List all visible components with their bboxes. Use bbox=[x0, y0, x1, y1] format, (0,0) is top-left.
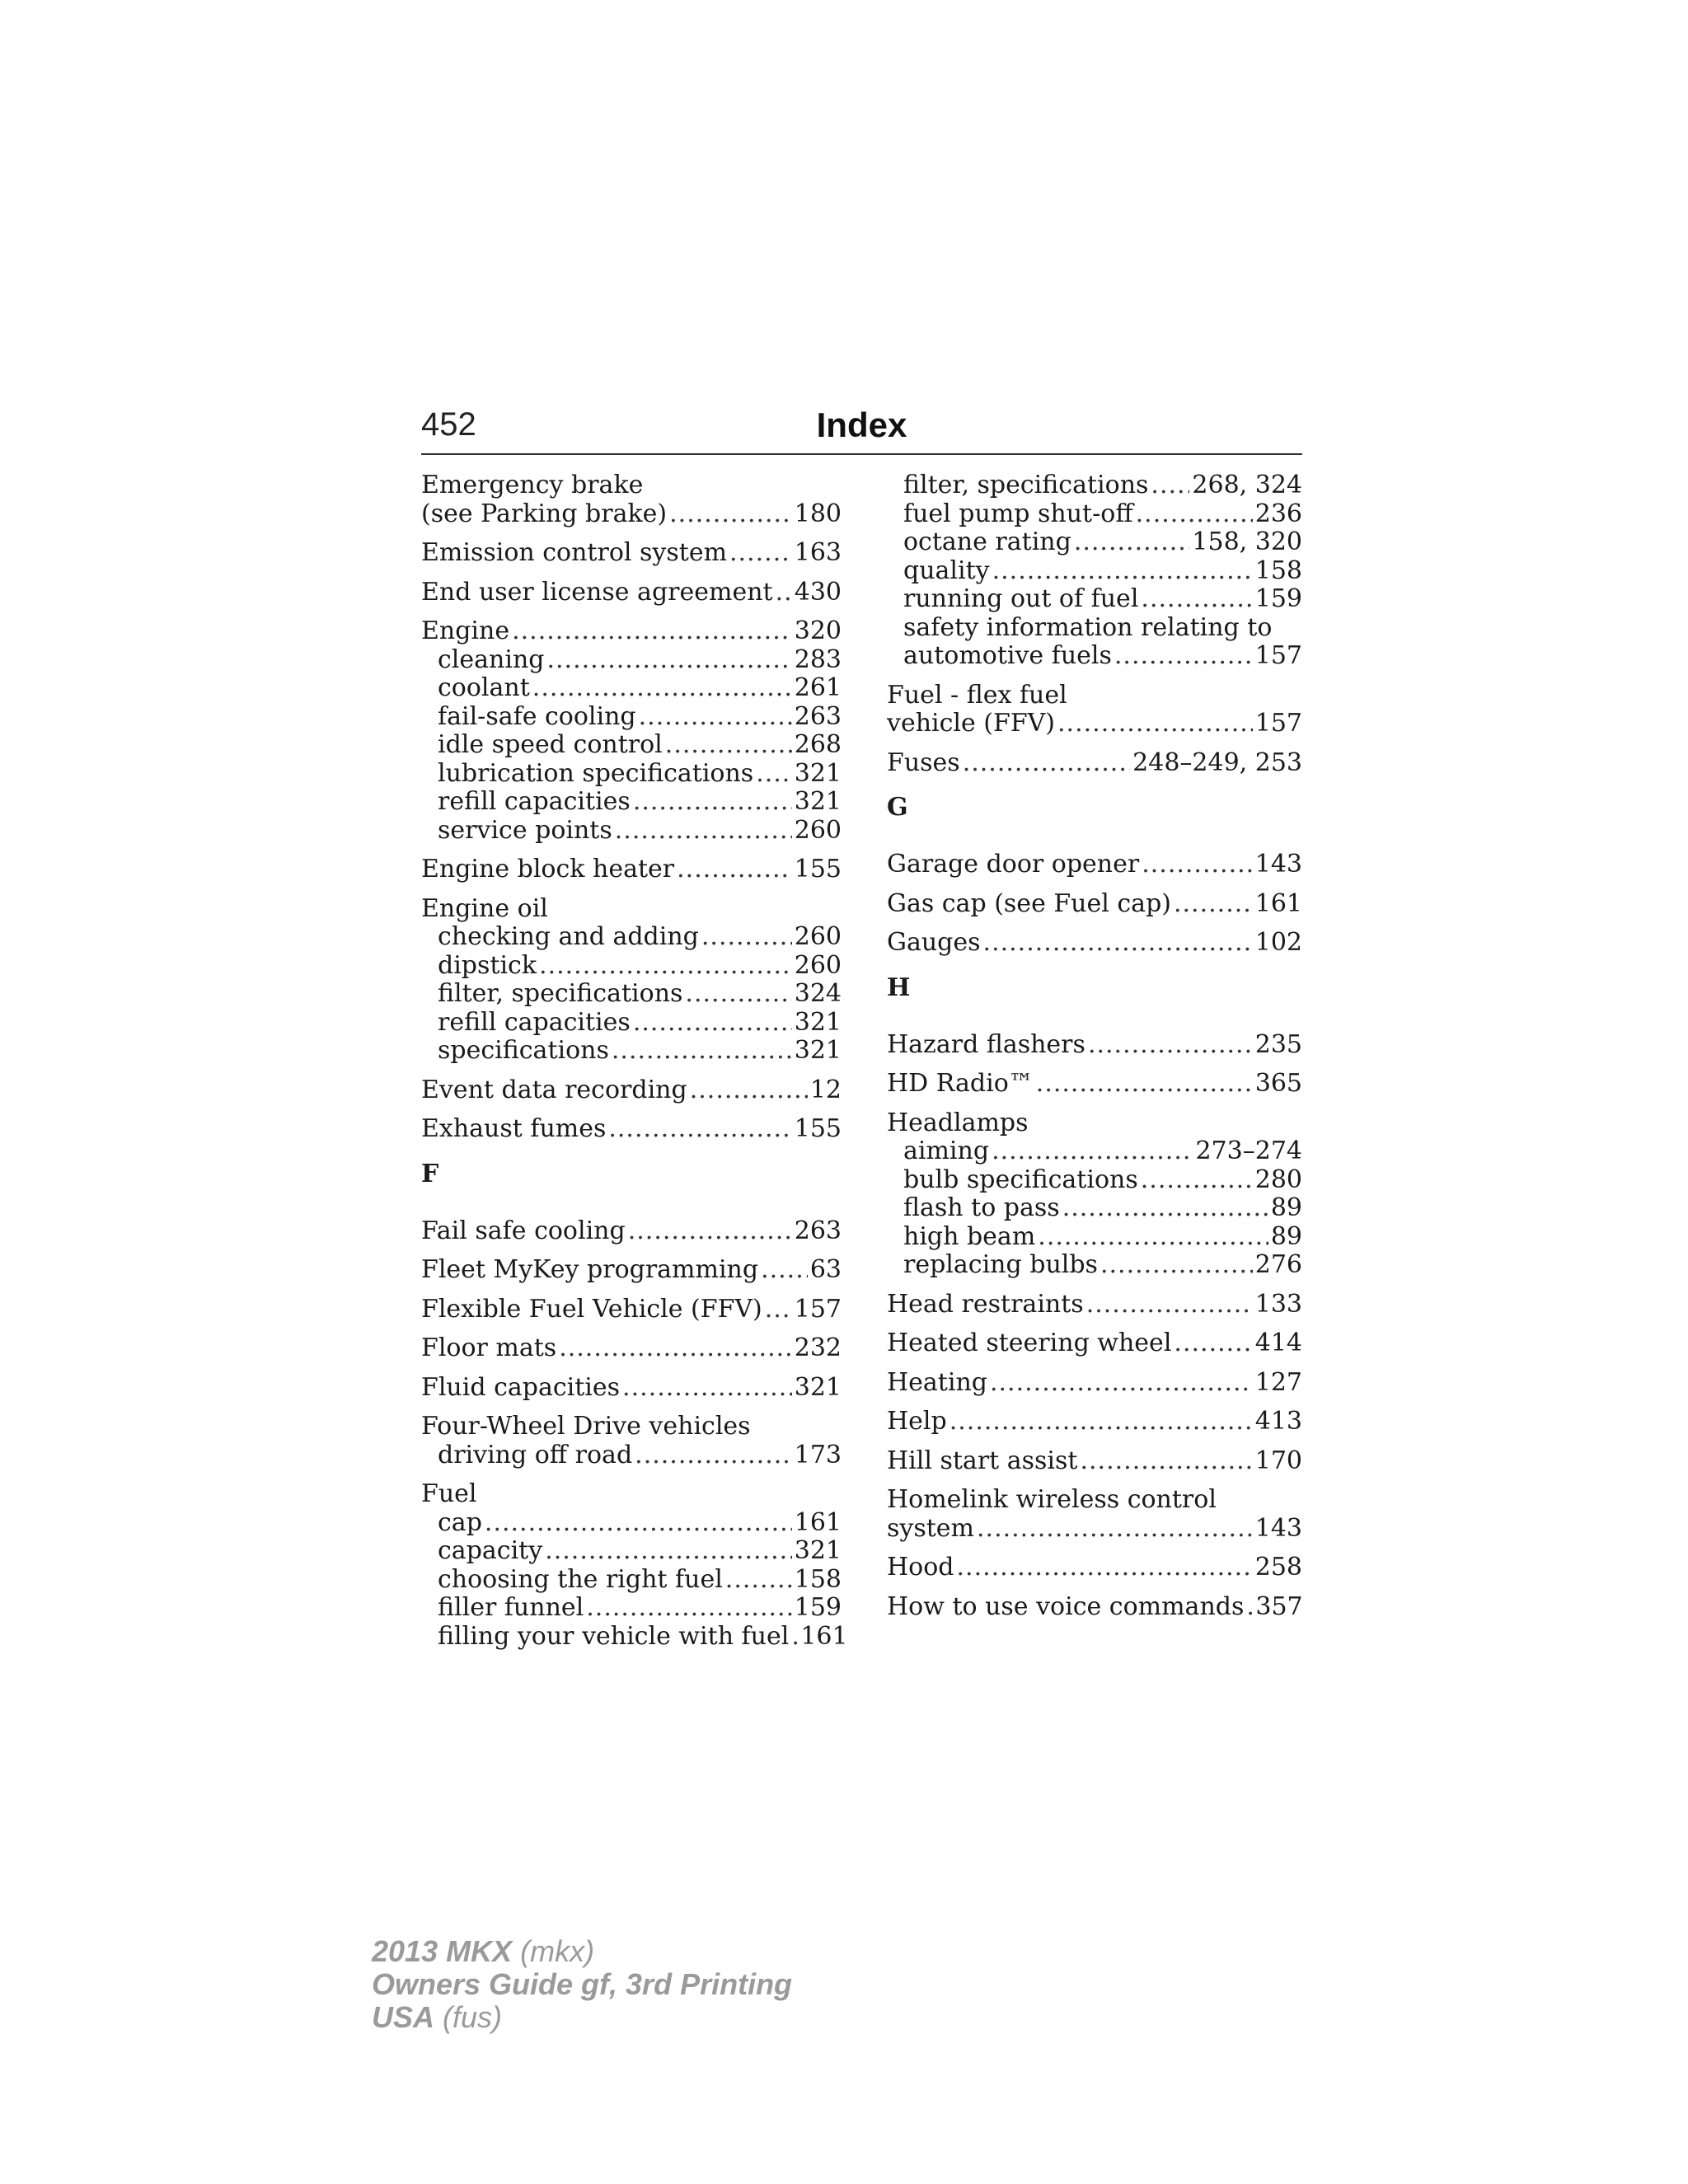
page-reference: 170 bbox=[1254, 1446, 1302, 1475]
dot-leader bbox=[957, 1554, 1253, 1582]
page-reference: 157 bbox=[794, 1294, 842, 1324]
dot-leader bbox=[950, 1408, 1253, 1436]
index-term-text: Gas cap (see Fuel cap) bbox=[887, 888, 1171, 918]
page-reference: 260 bbox=[794, 815, 842, 845]
dot-leader bbox=[633, 788, 792, 817]
index-term bbox=[421, 471, 842, 500]
index-term-text: filler funnel bbox=[438, 1593, 584, 1622]
index-subentry bbox=[421, 1441, 842, 1470]
index-entry bbox=[887, 890, 1302, 919]
index-entry bbox=[421, 579, 842, 607]
dot-leader bbox=[608, 1115, 791, 1144]
index-term bbox=[887, 1329, 1302, 1358]
index-term-text: system bbox=[887, 1513, 974, 1543]
page-reference: 261 bbox=[794, 673, 842, 702]
index-term bbox=[887, 749, 1302, 778]
index-letter-heading: F bbox=[421, 1159, 439, 1188]
dot-leader bbox=[756, 760, 792, 789]
index-term bbox=[421, 1374, 842, 1403]
dot-leader bbox=[628, 1217, 792, 1246]
index-term bbox=[887, 1291, 1302, 1319]
index-subentry bbox=[887, 500, 1302, 529]
index-term-text: Head restraints bbox=[887, 1289, 1084, 1319]
page-reference: 232 bbox=[794, 1333, 842, 1362]
index-term bbox=[421, 1413, 842, 1441]
dot-leader bbox=[546, 646, 791, 675]
index-subentry bbox=[887, 557, 1302, 586]
dot-leader bbox=[485, 1509, 792, 1538]
index-subentry bbox=[421, 703, 842, 732]
page-reference: 89 bbox=[1270, 1193, 1302, 1222]
page-number: 452 bbox=[421, 406, 476, 443]
index-term-text: Fuel - flex fuel bbox=[887, 680, 1067, 710]
index-subentry bbox=[421, 1594, 842, 1623]
index-subentry bbox=[421, 731, 842, 760]
page-reference: 321 bbox=[794, 787, 842, 816]
page-reference: 248–249, 253 bbox=[1132, 748, 1302, 777]
index-term-text: Emergency brake bbox=[421, 471, 644, 499]
index-entry bbox=[421, 1296, 842, 1324]
index-term-text: Engine oil bbox=[421, 893, 548, 923]
dot-leader bbox=[633, 1009, 792, 1038]
index-subentry bbox=[421, 1621, 848, 1652]
dot-leader bbox=[1057, 710, 1253, 738]
index-term-text: coolant bbox=[438, 673, 530, 702]
index-term-text: Heated steering wheel bbox=[887, 1329, 1172, 1357]
dot-leader bbox=[1114, 642, 1253, 671]
index-term-text: Four-Wheel Drive vehicles bbox=[421, 1412, 751, 1441]
index-subentry bbox=[421, 1009, 842, 1038]
index-term bbox=[887, 1109, 1302, 1138]
dot-leader bbox=[1246, 1593, 1253, 1622]
index-subentry bbox=[421, 1037, 842, 1066]
index-term-text: flash to pass bbox=[903, 1193, 1060, 1222]
dot-leader bbox=[1141, 1166, 1253, 1195]
dot-leader bbox=[761, 1256, 808, 1285]
page-reference: 260 bbox=[794, 922, 842, 951]
index-term-text: quality bbox=[903, 555, 990, 585]
index-term-text: Fail safe cooling bbox=[421, 1216, 626, 1245]
page-reference: 268 bbox=[794, 730, 842, 759]
page-reference: 173 bbox=[794, 1440, 842, 1469]
index-term-text: Hazard flashers bbox=[887, 1029, 1085, 1059]
page-reference: 413 bbox=[1254, 1407, 1302, 1436]
footer-line-1 bbox=[372, 1935, 792, 1968]
index-entry bbox=[421, 1076, 842, 1105]
index-term bbox=[887, 851, 1302, 879]
page-reference: 158 bbox=[794, 1564, 842, 1594]
dot-leader bbox=[1086, 1291, 1253, 1319]
index-entry bbox=[421, 539, 842, 568]
page-reference: 157 bbox=[1254, 709, 1302, 738]
index-entry bbox=[421, 855, 842, 884]
footer-model-code: (mkx) bbox=[520, 1934, 595, 1968]
footer-region: USA bbox=[372, 2000, 435, 2034]
dot-leader bbox=[669, 500, 792, 529]
footer-model: 2013 MKX bbox=[372, 1934, 513, 1968]
index-term-text: How to use voice commands bbox=[887, 1591, 1245, 1621]
index-subentry bbox=[421, 1537, 842, 1566]
index-term-text: Fuses bbox=[887, 748, 960, 777]
dot-leader bbox=[615, 817, 792, 846]
index-entry bbox=[421, 617, 842, 845]
index-entry bbox=[887, 749, 1302, 778]
footer-line-3 bbox=[372, 2001, 792, 2034]
dot-leader bbox=[1174, 1329, 1252, 1358]
index-subentry bbox=[887, 1137, 1302, 1166]
dot-leader bbox=[665, 731, 792, 760]
page-reference: 365 bbox=[1254, 1069, 1302, 1098]
dot-leader bbox=[725, 1566, 792, 1595]
dot-leader bbox=[635, 1441, 792, 1470]
index-entry bbox=[887, 851, 1302, 879]
dot-leader bbox=[532, 674, 792, 703]
index-term bbox=[887, 1593, 1302, 1622]
index-subentry bbox=[421, 980, 842, 1009]
index-subentry bbox=[887, 1223, 1302, 1252]
index-term-text: driving off road bbox=[438, 1440, 633, 1469]
dot-leader bbox=[1062, 1194, 1268, 1223]
page-reference: 143 bbox=[1254, 1513, 1302, 1543]
index-term bbox=[421, 1256, 842, 1285]
index-entry bbox=[421, 1256, 842, 1285]
index-term-text: safety information relating to bbox=[903, 612, 1273, 642]
index-entry bbox=[421, 1115, 842, 1144]
index-entry bbox=[421, 471, 842, 528]
index-term bbox=[421, 539, 842, 568]
page-reference: 357 bbox=[1255, 1591, 1303, 1621]
index-term-text: Heating bbox=[887, 1367, 987, 1397]
dot-leader bbox=[545, 1537, 792, 1566]
dot-leader bbox=[1151, 471, 1189, 500]
index-term bbox=[887, 1554, 1302, 1582]
index-term-text: running out of fuel bbox=[903, 584, 1139, 613]
dot-leader bbox=[677, 855, 792, 884]
page-reference: 414 bbox=[1254, 1329, 1302, 1357]
page-reference: 321 bbox=[794, 1007, 842, 1037]
page-reference: 321 bbox=[794, 1536, 842, 1565]
page-reference: 321 bbox=[794, 758, 842, 788]
page-reference: 102 bbox=[1254, 928, 1302, 957]
index-term bbox=[887, 1369, 1302, 1398]
index-term-text: vehicle (FFV) bbox=[887, 709, 1056, 738]
index-term-text: fail-safe cooling bbox=[438, 701, 636, 731]
page-reference: 236 bbox=[1254, 499, 1302, 528]
dot-leader bbox=[776, 579, 792, 607]
index-term-text: Flexible Fuel Vehicle (FFV) bbox=[421, 1294, 762, 1324]
index-term-text: Hill start assist bbox=[887, 1446, 1078, 1475]
index-term-text: Exhaust fumes bbox=[421, 1114, 607, 1143]
index-subentry bbox=[421, 788, 842, 817]
footer-region-code: (fus) bbox=[443, 2000, 503, 2034]
index-subentry bbox=[421, 1566, 842, 1595]
index-term bbox=[887, 1515, 1302, 1544]
page-reference: 161 bbox=[1254, 888, 1302, 918]
index-term-text: filter, specifications bbox=[438, 979, 683, 1008]
index-subentry bbox=[887, 1251, 1302, 1280]
dot-leader bbox=[992, 557, 1253, 586]
page-reference: 143 bbox=[1254, 850, 1302, 879]
index-entry bbox=[887, 1369, 1302, 1398]
index-entry bbox=[887, 929, 1302, 958]
index-term bbox=[887, 890, 1302, 919]
index-entry bbox=[421, 1413, 842, 1469]
index-term bbox=[421, 1115, 842, 1144]
page-reference: 163 bbox=[794, 538, 842, 567]
index-term-text: Help bbox=[887, 1407, 947, 1436]
index-term-text: Hood bbox=[887, 1553, 954, 1582]
index-term-text: idle speed control bbox=[438, 730, 663, 759]
dot-leader bbox=[1038, 1223, 1268, 1252]
index-entry bbox=[421, 1374, 842, 1403]
index-entry bbox=[421, 1334, 842, 1363]
index-entry bbox=[887, 1593, 1302, 1622]
index-entry bbox=[887, 471, 1302, 671]
index-term bbox=[421, 579, 842, 607]
page-reference: 155 bbox=[794, 855, 842, 883]
index-term-text: End user license agreement bbox=[421, 577, 773, 607]
dot-leader bbox=[1174, 890, 1253, 919]
page-reference: 280 bbox=[1254, 1165, 1302, 1194]
index-subentry bbox=[421, 760, 842, 789]
index-subentry bbox=[421, 674, 842, 703]
footer bbox=[372, 1935, 792, 2034]
index-term-text: (see Parking brake) bbox=[421, 499, 668, 528]
dot-leader bbox=[612, 1037, 792, 1066]
dot-leader bbox=[983, 929, 1253, 958]
index-term-text: Garage door opener bbox=[887, 850, 1140, 879]
dot-leader bbox=[690, 1076, 808, 1105]
dot-leader bbox=[512, 617, 792, 646]
index-term-text: cap bbox=[438, 1507, 482, 1537]
page-header bbox=[421, 402, 1302, 455]
dot-leader bbox=[539, 952, 792, 981]
index-term-text: dipstick bbox=[438, 950, 537, 980]
dot-leader bbox=[1142, 851, 1253, 879]
dot-leader bbox=[1141, 585, 1252, 614]
index-entry bbox=[887, 1109, 1302, 1280]
dot-leader bbox=[559, 1334, 792, 1363]
index-entry bbox=[887, 1329, 1302, 1358]
index-term-text: replacing bulbs bbox=[903, 1250, 1098, 1279]
page-reference: 133 bbox=[1254, 1289, 1302, 1319]
index-term bbox=[421, 1296, 842, 1324]
dot-leader bbox=[701, 923, 792, 952]
index-term-text: Homelink wireless control bbox=[887, 1485, 1217, 1514]
index-term-text: filter, specifications bbox=[903, 471, 1149, 499]
dot-leader bbox=[990, 1369, 1253, 1398]
page-reference: 158 bbox=[1254, 555, 1302, 585]
index-term-text: choosing the right fuel bbox=[438, 1564, 723, 1594]
index-entry bbox=[887, 682, 1302, 738]
index-entry bbox=[887, 1554, 1302, 1582]
index-term-text: Event data recording bbox=[421, 1075, 687, 1104]
footer-line-2 bbox=[372, 1968, 792, 2001]
footer-guide: Owners Guide gf, 3rd Printing bbox=[372, 1967, 793, 2001]
index-column-left bbox=[421, 471, 848, 1661]
index-term-text: Fleet MyKey programming bbox=[421, 1255, 759, 1284]
index-subentry bbox=[421, 646, 842, 675]
index-entry bbox=[887, 1291, 1302, 1319]
index-term-text: bulb specifications bbox=[903, 1165, 1138, 1194]
index-column-right bbox=[887, 471, 1302, 1632]
page-reference: 180 bbox=[794, 499, 842, 528]
index-term-text: Headlamps bbox=[887, 1108, 1029, 1137]
dot-leader bbox=[1136, 500, 1253, 529]
index-subentry bbox=[887, 585, 1302, 614]
index-term-text: Engine block heater bbox=[421, 855, 675, 883]
index-term bbox=[887, 1486, 1302, 1515]
page-reference: 283 bbox=[794, 644, 842, 674]
index-term-text: high beam bbox=[903, 1221, 1036, 1251]
dot-leader bbox=[1080, 1447, 1252, 1476]
index-subentry bbox=[887, 528, 1302, 557]
index-term bbox=[887, 929, 1302, 958]
index-subentry bbox=[887, 1166, 1302, 1195]
index-term-text: checking and adding bbox=[438, 922, 699, 951]
page-reference: 158, 320 bbox=[1192, 527, 1302, 556]
index-subentry bbox=[887, 614, 1302, 643]
index-term-text: Fluid capacities bbox=[421, 1372, 621, 1402]
dot-leader bbox=[1036, 1070, 1253, 1099]
index-term bbox=[421, 617, 842, 646]
dot-leader bbox=[586, 1594, 791, 1623]
index-term-text: automotive fuels bbox=[903, 641, 1112, 670]
dot-leader bbox=[1088, 1031, 1253, 1060]
index-subentry bbox=[887, 471, 1302, 500]
page-reference: 263 bbox=[794, 1216, 842, 1245]
index-term bbox=[421, 855, 842, 884]
index-entry bbox=[887, 1447, 1302, 1476]
page-reference: 159 bbox=[794, 1593, 842, 1622]
page-reference: 161 bbox=[800, 1621, 848, 1651]
page-reference: 320 bbox=[794, 616, 842, 645]
index-entry bbox=[887, 1408, 1302, 1436]
dot-leader bbox=[1100, 1251, 1253, 1280]
index-term-text: cleaning bbox=[438, 644, 545, 674]
index-term bbox=[887, 1447, 1302, 1476]
index-term-text: octane rating bbox=[903, 527, 1071, 556]
page-reference: 260 bbox=[794, 950, 842, 980]
page-reference: 263 bbox=[794, 701, 842, 731]
index-subentry bbox=[421, 1509, 842, 1538]
index-entry bbox=[421, 895, 842, 1066]
index-letter-heading: G bbox=[887, 793, 908, 822]
index-term bbox=[421, 1217, 842, 1246]
page-reference: 430 bbox=[794, 577, 842, 607]
page-reference: 63 bbox=[809, 1255, 842, 1284]
dot-leader bbox=[977, 1515, 1253, 1544]
index-term-text: refill capacities bbox=[438, 787, 631, 816]
dot-leader bbox=[639, 703, 792, 732]
index-term-text: HD Radio™ bbox=[887, 1069, 1034, 1098]
dot-leader bbox=[729, 539, 792, 568]
dot-leader bbox=[622, 1374, 792, 1403]
index-term-text: Engine bbox=[421, 616, 510, 645]
index-term bbox=[887, 1031, 1302, 1060]
page-reference: 12 bbox=[809, 1075, 842, 1104]
dot-leader bbox=[791, 1623, 798, 1652]
index-term-text: fuel pump shut-off bbox=[903, 499, 1133, 528]
page-reference: 89 bbox=[1270, 1221, 1302, 1251]
page-reference: 258 bbox=[1254, 1553, 1302, 1582]
page-reference: 161 bbox=[794, 1507, 842, 1537]
index-term-text: Gauges bbox=[887, 928, 981, 957]
index-subentry bbox=[421, 952, 842, 981]
index-term-text: Fuel bbox=[421, 1479, 477, 1508]
index-term bbox=[421, 895, 842, 924]
page-reference: 268, 324 bbox=[1192, 471, 1302, 499]
index-subentry bbox=[421, 817, 842, 846]
index-term bbox=[421, 1334, 842, 1363]
index-term-text: capacity bbox=[438, 1536, 543, 1565]
index-term bbox=[887, 682, 1302, 710]
page-reference: 159 bbox=[1254, 584, 1302, 613]
index-term-text: Emission control system bbox=[421, 538, 728, 567]
index-term bbox=[421, 1480, 842, 1509]
index-term bbox=[887, 1408, 1302, 1436]
page-reference: 324 bbox=[794, 979, 842, 1008]
index-term bbox=[421, 500, 842, 529]
page-reference: 235 bbox=[1254, 1029, 1302, 1059]
page-reference: 276 bbox=[1254, 1250, 1302, 1279]
index-letter-heading: H bbox=[887, 972, 911, 1002]
index-term-text: filling your vehicle with fuel bbox=[438, 1621, 790, 1651]
page-reference: 273–274 bbox=[1195, 1137, 1302, 1165]
dot-leader bbox=[963, 749, 1130, 778]
page-reference: 321 bbox=[794, 1372, 842, 1402]
index-term-text: aiming bbox=[903, 1137, 990, 1165]
index-entry bbox=[887, 1070, 1302, 1099]
dot-leader bbox=[765, 1296, 792, 1324]
page-reference: 321 bbox=[794, 1036, 842, 1065]
page-title: Index bbox=[816, 405, 907, 444]
index-subentry bbox=[421, 923, 842, 952]
page-reference: 155 bbox=[794, 1114, 842, 1143]
index-term bbox=[887, 1070, 1302, 1099]
dot-leader bbox=[1074, 528, 1190, 557]
index-term bbox=[887, 710, 1302, 738]
dot-leader bbox=[685, 980, 791, 1009]
page-reference: 127 bbox=[1254, 1367, 1302, 1397]
index-subentry bbox=[887, 642, 1302, 671]
index-entry bbox=[887, 1486, 1302, 1543]
index-term bbox=[421, 1076, 842, 1105]
index-term-text: service points bbox=[438, 815, 612, 845]
index-term-text: lubrication specifications bbox=[438, 758, 754, 788]
index-entry bbox=[421, 1217, 842, 1246]
index-term-text: specifications bbox=[438, 1036, 609, 1065]
index-subentry bbox=[887, 1194, 1302, 1223]
page-reference: 157 bbox=[1254, 641, 1302, 670]
index-term-text: Floor mats bbox=[421, 1333, 557, 1362]
index-entry bbox=[887, 1031, 1302, 1060]
index-entry bbox=[421, 1479, 848, 1651]
dot-leader bbox=[992, 1137, 1193, 1166]
index-term-text: refill capacities bbox=[438, 1007, 631, 1037]
